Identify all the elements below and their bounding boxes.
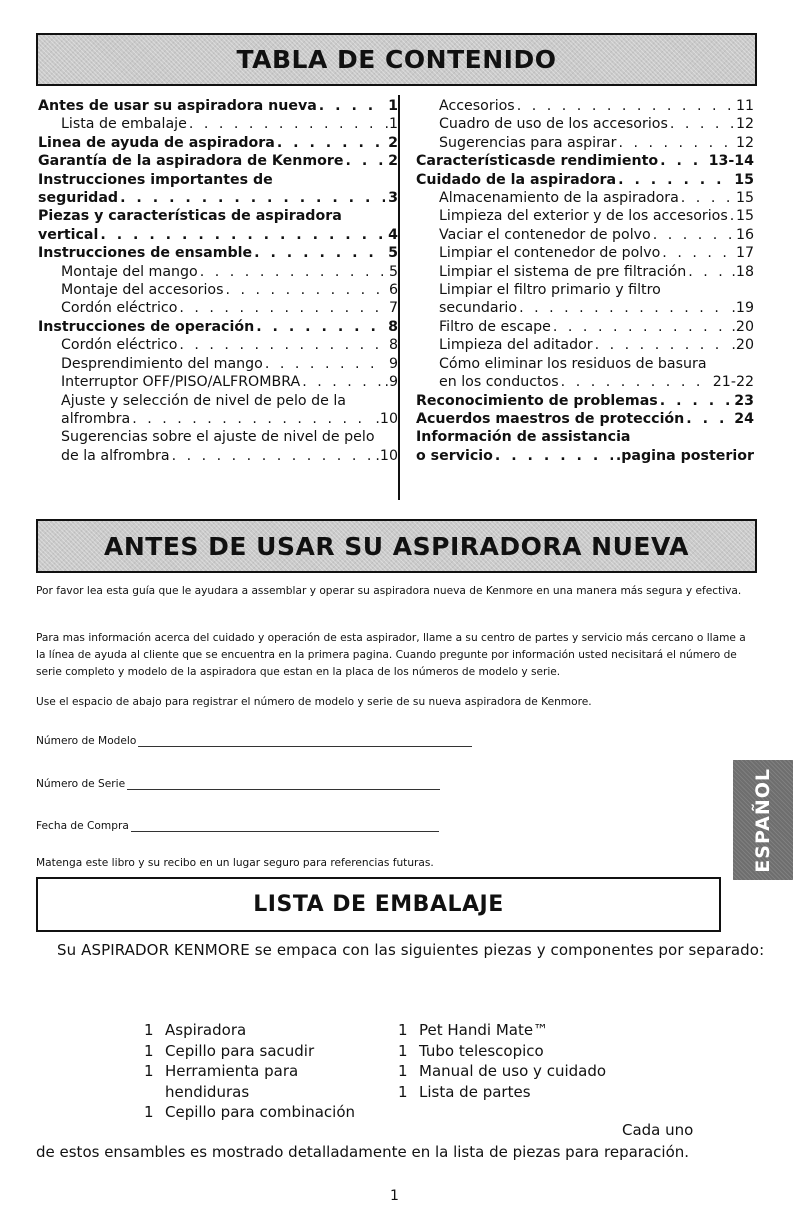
packing-item-name: Aspiradora <box>165 1021 247 1039</box>
toc-entry-title: Cuadro de uso de los accesorios <box>439 116 668 133</box>
serial-number-field <box>36 778 440 790</box>
packing-list-title-box <box>36 877 721 932</box>
toc-entry <box>416 281 754 299</box>
packing-item-qty: 1 <box>398 1021 408 1039</box>
toc-entry <box>416 115 754 133</box>
toc-entry <box>416 226 754 244</box>
toc-leader-dots <box>616 134 732 152</box>
toc-entry-page: 17 <box>735 245 754 262</box>
toc-entry <box>38 115 398 133</box>
toc-leader-dots <box>130 410 372 428</box>
packing-item <box>144 1082 384 1103</box>
toc-entry-title: Lista de embalaje <box>61 116 187 133</box>
packing-item-name: Manual de uso y cuidado <box>419 1062 607 1080</box>
toc-leader-dots <box>559 373 710 391</box>
keep-book-paragraph: Matenga este libro y su recibo en un lugar seguro para referencias futuras. <box>36 857 434 869</box>
packing-item <box>144 1102 384 1123</box>
toc-leader-dots <box>616 171 731 189</box>
toc-entry-title: Almacenamiento de la aspiradora <box>439 190 679 207</box>
toc-entry <box>38 336 398 354</box>
toc-entry-title: alfrombra <box>61 410 131 427</box>
toc-entry-page: 6 <box>388 282 398 299</box>
toc-leader-dots <box>177 299 386 317</box>
toc-entry-title: Limpiar el sistema de pre filtración <box>439 263 687 280</box>
model-number-line[interactable] <box>138 735 472 747</box>
model-number-field <box>36 735 472 747</box>
toc-entry-page: 2 <box>388 153 398 170</box>
toc-entry <box>38 189 398 207</box>
toc-entry <box>416 171 754 189</box>
parts-right-list <box>398 1020 658 1102</box>
before-use-title: ANTES DE USAR SU ASPIRADORA NUEVA <box>104 531 689 561</box>
toc-leader-dots <box>515 97 733 115</box>
toc-entry <box>38 447 398 465</box>
toc-entry <box>38 97 398 115</box>
toc-entry <box>38 281 398 299</box>
toc-leader-dots <box>658 152 706 170</box>
toc-entry-page: .20 <box>731 318 754 335</box>
toc-entry-page: 5 <box>388 245 398 262</box>
toc-entry <box>38 134 398 152</box>
toc-entry-page: 13-14 <box>708 153 754 170</box>
packing-item-name: Lista de partes <box>419 1082 531 1101</box>
toc-entry <box>38 392 398 410</box>
packing-intro: Su ASPIRADOR KENMORE se empaca con las siguientes piezas y componentes por separado: <box>57 941 765 959</box>
toc-column-divider <box>398 95 400 500</box>
toc-entry-page: 12 <box>735 116 754 133</box>
toc-leader-dots <box>177 336 386 354</box>
toc-entry-title: Ajuste y selección de nivel de pelo de la <box>61 392 346 409</box>
packing-item-name: Herramienta para <box>165 1062 299 1080</box>
toc-left-column <box>38 97 398 465</box>
toc-entry-title: Instrucciones importantes de <box>38 171 273 188</box>
toc-entry-title: Cordón eléctrico <box>61 337 178 354</box>
toc-entry <box>416 263 754 281</box>
toc-title-banner <box>36 33 757 86</box>
record-paragraph: Use el espacio de abajo para registrar el número de modelo y serie de su nueva aspiradora de Kenmore. <box>36 696 592 708</box>
packing-item-qty: 1 <box>144 1103 154 1121</box>
toc-leader-dots <box>686 263 728 281</box>
toc-leader-dots <box>252 244 385 262</box>
toc-entry <box>416 336 754 354</box>
toc-entry-page: 11 <box>735 98 754 114</box>
purchase-date-field <box>36 820 439 832</box>
toc-entry-title: Sugerencias sobre el ajuste de nivel de pelo <box>61 429 375 446</box>
packing-list-title: LISTA DE EMBALAJE <box>253 892 504 917</box>
toc-entry-title: en los conductos <box>439 374 559 391</box>
toc-entry-page: 15 <box>735 190 754 207</box>
toc-leader-dots <box>344 152 386 170</box>
toc-entry-page: 16 <box>735 226 754 243</box>
toc-entry <box>38 226 398 244</box>
toc-entry <box>38 152 398 170</box>
toc-entry-title: Antes de usar su aspiradora nueva <box>38 98 317 114</box>
packing-item-qty: 1 <box>398 1082 408 1101</box>
toc-entry-page: 23 <box>734 392 754 409</box>
language-side-tab <box>733 760 793 880</box>
toc-leader-dots <box>493 447 613 465</box>
packing-item-qty: 1 <box>144 1041 154 1060</box>
toc-entry-title: Sugerencias para aspirar <box>439 134 617 151</box>
toc-entry-page: .9 <box>384 374 398 391</box>
packing-item <box>144 1020 384 1041</box>
toc-entry <box>416 244 754 262</box>
toc-entry-title: Instrucciones de operación <box>38 318 255 335</box>
toc-entry-page: .19 <box>731 300 754 317</box>
model-number-label: Número de Modelo <box>36 735 137 747</box>
toc-entry <box>38 171 398 189</box>
toc-entry-title: o servicio <box>416 447 493 464</box>
packing-item <box>398 1082 658 1103</box>
toc-entry-page: 8 <box>388 318 398 335</box>
toc-entry-page: 1 <box>388 98 398 114</box>
toc-entry <box>38 428 398 446</box>
packing-item <box>398 1061 658 1082</box>
toc-entry-page: 3 <box>388 190 398 207</box>
toc-entry-page: .pagina posterior <box>615 447 754 464</box>
closing-text-end: Cada uno <box>622 1121 694 1139</box>
toc-leader-dots <box>170 447 373 465</box>
toc-entry <box>416 392 754 410</box>
toc-entry-title: Cordón eléctrico <box>61 300 178 317</box>
toc-entry-title: Cómo eliminar los residuos de basura <box>439 355 707 372</box>
toc-entry-page: .10 <box>375 410 398 427</box>
toc-right-column <box>416 97 754 465</box>
toc-entry-title: Accesorios <box>439 98 515 114</box>
toc-leader-dots <box>551 318 729 336</box>
toc-leader-dots <box>198 263 386 281</box>
packing-item-qty <box>144 1082 165 1103</box>
parts-left-list <box>144 1020 384 1123</box>
toc-entry-page: 15 <box>734 171 754 188</box>
packing-item-name: Cepillo para sacudir <box>165 1041 315 1060</box>
toc-leader-dots <box>263 355 386 373</box>
toc-entry-title: Interruptor OFF/PISO/ALFROMBRA <box>61 374 301 391</box>
toc-entry <box>416 410 754 428</box>
toc-leader-dots <box>668 115 733 133</box>
toc-entry <box>38 244 398 262</box>
toc-entry-page: 8 <box>388 337 398 354</box>
packing-item-qty: 1 <box>144 1021 154 1039</box>
toc-leader-dots <box>660 244 733 262</box>
toc-leader-dots <box>275 134 385 152</box>
toc-entry <box>38 299 398 317</box>
toc-leader-dots <box>118 189 385 207</box>
toc-leader-dots <box>684 410 731 428</box>
packing-item-name: Pet Handi Mate™ <box>419 1021 549 1039</box>
toc-entry-title: vertical <box>38 226 99 243</box>
packing-item <box>144 1061 384 1082</box>
toc-entry <box>416 355 754 373</box>
purchase-date-line[interactable] <box>131 820 439 832</box>
packing-item <box>144 1041 384 1062</box>
toc-entry-title: Limpieza del exterior y de los accesorios <box>439 208 728 225</box>
toc-leader-dots <box>317 97 385 115</box>
packing-item-qty: 1 <box>398 1062 408 1080</box>
toc-entry-title: Limpieza del aditador <box>439 337 593 354</box>
toc-entry-page: 5 <box>388 263 398 280</box>
toc-title: TABLA DE CONTENIDO <box>236 45 557 74</box>
toc-entry <box>416 152 754 170</box>
toc-entry-page: 21-22 <box>712 374 754 391</box>
toc-entry-title: Limpiar el contenedor de polvo <box>439 245 661 262</box>
intro-paragraph: Por favor lea esta guía que le ayudara a assemblar y operar su aspiradora nueva de Kenmore en una manera más segura y efectiva. <box>36 585 742 597</box>
toc-leader-dots <box>679 189 733 207</box>
toc-entry <box>38 355 398 373</box>
packing-item-name: Tubo telescopico <box>419 1041 544 1060</box>
packing-item <box>398 1041 658 1062</box>
toc-entry-title: Vaciar el contenedor de polvo <box>439 226 651 243</box>
toc-leader-dots <box>651 226 733 244</box>
toc-entry-page: 15 <box>735 208 754 225</box>
toc-entry-page: 9 <box>388 355 398 372</box>
language-label: ESPAÑOL <box>752 767 774 873</box>
toc-entry-page: 24 <box>734 410 754 427</box>
toc-entry-title: secundario <box>439 300 518 317</box>
toc-entry <box>416 318 754 336</box>
closing-text: de estos ensambles es mostrado detalladamente en la lista de piezas para reparación. <box>36 1143 690 1161</box>
serial-number-label: Número de Serie <box>36 778 126 790</box>
toc-entry-title: Información de assistancia <box>416 429 631 446</box>
toc-entry <box>38 318 398 336</box>
toc-entry-title: Desprendimiento del mango <box>61 355 263 372</box>
toc-entry <box>416 207 754 225</box>
toc-entry-title: Garantía de la aspiradora de Kenmore <box>38 153 344 170</box>
packing-item <box>398 1020 658 1041</box>
toc-entry-title: seguridad <box>38 190 119 207</box>
packing-item-qty: 1 <box>144 1062 154 1080</box>
packing-item-qty: 1 <box>398 1041 408 1060</box>
toc-leader-dots <box>658 392 732 410</box>
page-number: 1 <box>390 1188 399 1204</box>
toc-entry-page: 2 <box>388 134 398 151</box>
before-use-title-banner <box>36 519 757 573</box>
toc-entry-title: Filtro de escape <box>439 318 551 335</box>
toc-leader-dots <box>593 336 729 354</box>
toc-entry-title: Instrucciones de ensamble <box>38 245 253 262</box>
toc-entry <box>38 207 398 225</box>
toc-entry <box>38 263 398 281</box>
toc-entry-title: Acuerdos maestros de protección <box>416 410 685 427</box>
toc-entry <box>38 410 398 428</box>
toc-entry-page: .20 <box>731 337 754 354</box>
toc-entry <box>416 134 754 152</box>
toc-leader-dots <box>517 299 728 317</box>
toc-entry-page: .18 <box>731 263 754 280</box>
toc-entry-page: 7 <box>388 300 398 317</box>
toc-entry-title: Piezas y características de aspiradora <box>38 208 342 225</box>
toc-entry <box>416 97 754 115</box>
toc-entry <box>416 447 754 465</box>
toc-entry-title: Cuidado de la aspiradora <box>416 171 617 188</box>
toc-entry-page: 12 <box>735 134 754 151</box>
toc-entry-title: Limpiar el filtro primario y filtro <box>439 282 661 299</box>
toc-entry-title: Montaje del mango <box>61 263 198 280</box>
toc-entry-page: .10 <box>375 447 398 464</box>
toc-entry-title: Característicasde rendimiento <box>416 153 659 170</box>
toc-leader-dots <box>300 373 381 391</box>
toc-leader-dots <box>98 226 385 244</box>
toc-entry-title: Linea de ayuda de aspiradora <box>38 134 275 151</box>
info-paragraph: Para mas información acerca del cuidado y operación de esta aspirador, llame a su centro de partes y servicio más cercano o llame a la línea de ayuda al cliente que se encuentra en la primera pagina. Cuando pregunte por información usted necisitará el número de serie completo y modelo de la aspiradora que estan en la placa de los números de modelo y serie. <box>36 632 746 678</box>
packing-item-name: hendiduras <box>165 1082 250 1101</box>
serial-number-line[interactable] <box>127 778 440 790</box>
toc-entry <box>416 428 754 446</box>
toc-entry <box>416 299 754 317</box>
toc-entry-page: .1 <box>384 116 398 133</box>
packing-item-name: Cepillo para combinación <box>165 1103 356 1121</box>
toc-entry <box>416 189 754 207</box>
purchase-date-label: Fecha de Compra <box>36 820 129 832</box>
toc-entry-title: Montaje del accesorios <box>61 282 224 299</box>
toc-leader-dots <box>254 318 385 336</box>
toc-leader-dots <box>187 115 382 133</box>
toc-entry-title: Reconocimiento de problemas <box>416 392 658 409</box>
toc-entry-title: de la alfrombra <box>61 447 170 464</box>
toc-entry <box>38 373 398 391</box>
toc-entry <box>416 373 754 391</box>
toc-entry-page: 4 <box>388 226 398 243</box>
toc-leader-dots <box>223 281 385 299</box>
